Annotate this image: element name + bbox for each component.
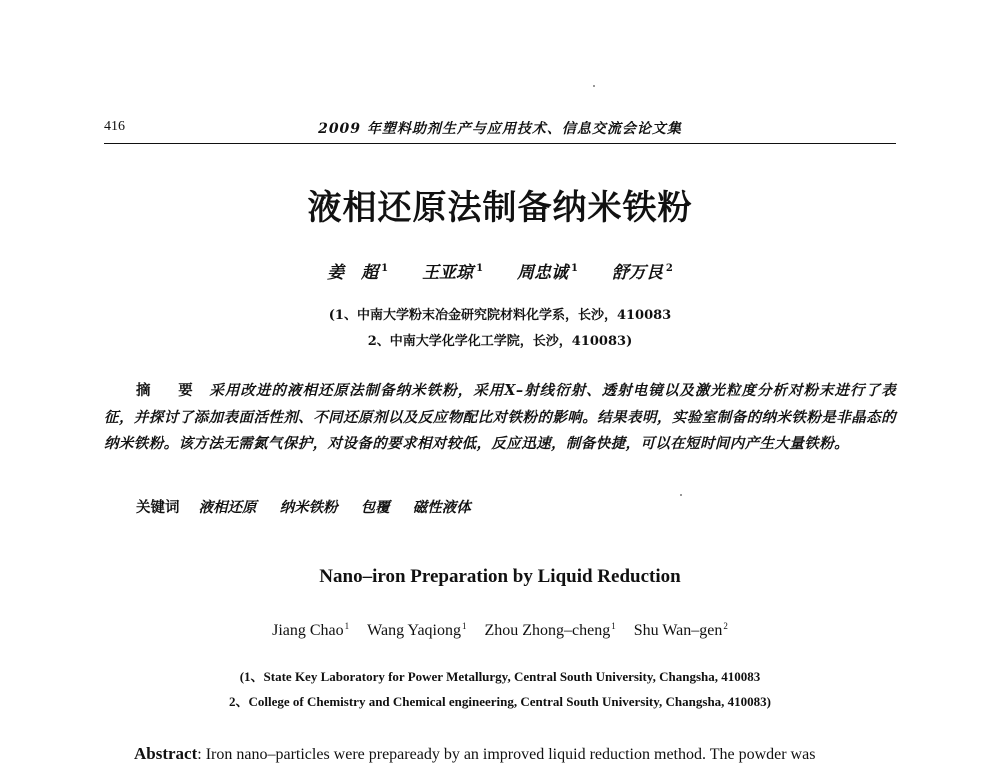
keyword: 包覆 — [360, 499, 390, 516]
author-affiliation-mark: 1 — [570, 263, 578, 275]
author-name: 舒万艮 — [611, 263, 663, 283]
author-name: Wang Yaqiong — [367, 622, 461, 640]
running-head: 2009 年塑料助剂生产与应用技术、信息交流会论文集 — [318, 121, 682, 137]
author — [367, 622, 466, 639]
english-affiliation-1: (1、State Key Laboratory for Power Metallurgy, Central South University, Changsha, 410083 — [239, 669, 761, 684]
author — [634, 622, 728, 639]
keyword: 纳米铁粉 — [279, 499, 338, 516]
english-authors — [0, 621, 1000, 640]
author-affiliation-mark: 1 — [611, 621, 616, 631]
chinese-affiliation-1: (1、中南大学粉末冶金研究院材料化学系，长沙，410083 — [328, 308, 672, 323]
speck-mark — [593, 85, 595, 87]
author — [517, 263, 578, 283]
author-affiliation-mark: 1 — [381, 263, 389, 275]
author-name: 姜 超 — [327, 263, 379, 283]
page-number: 416 — [104, 119, 125, 134]
keyword: 液相还原 — [198, 499, 257, 516]
author-name: Zhou Zhong–cheng — [484, 622, 611, 640]
author-name: 王亚琼 — [422, 263, 474, 283]
author-affiliation-mark: 2 — [723, 621, 728, 631]
author-name: Jiang Chao — [272, 622, 344, 640]
speck-mark — [680, 494, 682, 496]
abstract-text: : Iron nano–particles were prepaready by an improved liquid reduction method. The powder was — [197, 746, 816, 763]
abstract-text: 采用改进的液相还原法制备纳米铁粉，采用X–射线衍射、透射电镜以及激光粒度分析对粉末进行了表征，并探讨了添加表面活性剂、不同还原剂以及反应物配比对铁粉的影响。结果表明，实验室制备的纳米铁粉是非晶态的纳米铁粉。该方法无需氮气保护，对设备的要求相对较低，反应迅速，制备快捷，可以在短时间内产生大量铁粉。 — [104, 382, 896, 452]
english-affiliation-2: 2、College of Chemistry and Chemical engineering, Central South University, Changsha, 410083) — [228, 694, 772, 709]
page-header — [104, 113, 896, 144]
chinese-abstract — [104, 378, 896, 458]
author — [612, 263, 673, 283]
keywords-label: 关键词 — [136, 499, 180, 516]
author-affiliation-mark: 1 — [461, 621, 467, 631]
abstract-label: Abstract — [134, 744, 198, 763]
author-name: Shu Wan–gen — [633, 622, 723, 640]
chinese-authors — [0, 258, 1000, 283]
author-affiliation-mark: 1 — [476, 263, 484, 275]
author — [484, 622, 615, 639]
keyword: 磁性液体 — [412, 499, 471, 516]
author-name: 周忠诚 — [516, 263, 568, 283]
author — [327, 263, 388, 283]
english-abstract — [134, 744, 815, 764]
abstract-label: 摘 要 — [136, 382, 200, 399]
author — [272, 622, 349, 639]
author-affiliation-mark: 2 — [665, 263, 673, 275]
english-title: Nano–iron Preparation by Liquid Reduction — [319, 566, 681, 587]
chinese-affiliation-2: 2、中南大学化学化工学院，长沙，410083) — [367, 334, 633, 349]
author — [422, 263, 483, 283]
chinese-keywords — [136, 496, 489, 517]
author-affiliation-mark: 1 — [344, 621, 350, 631]
chinese-title: 液相还原法制备纳米铁粉 — [307, 188, 693, 228]
